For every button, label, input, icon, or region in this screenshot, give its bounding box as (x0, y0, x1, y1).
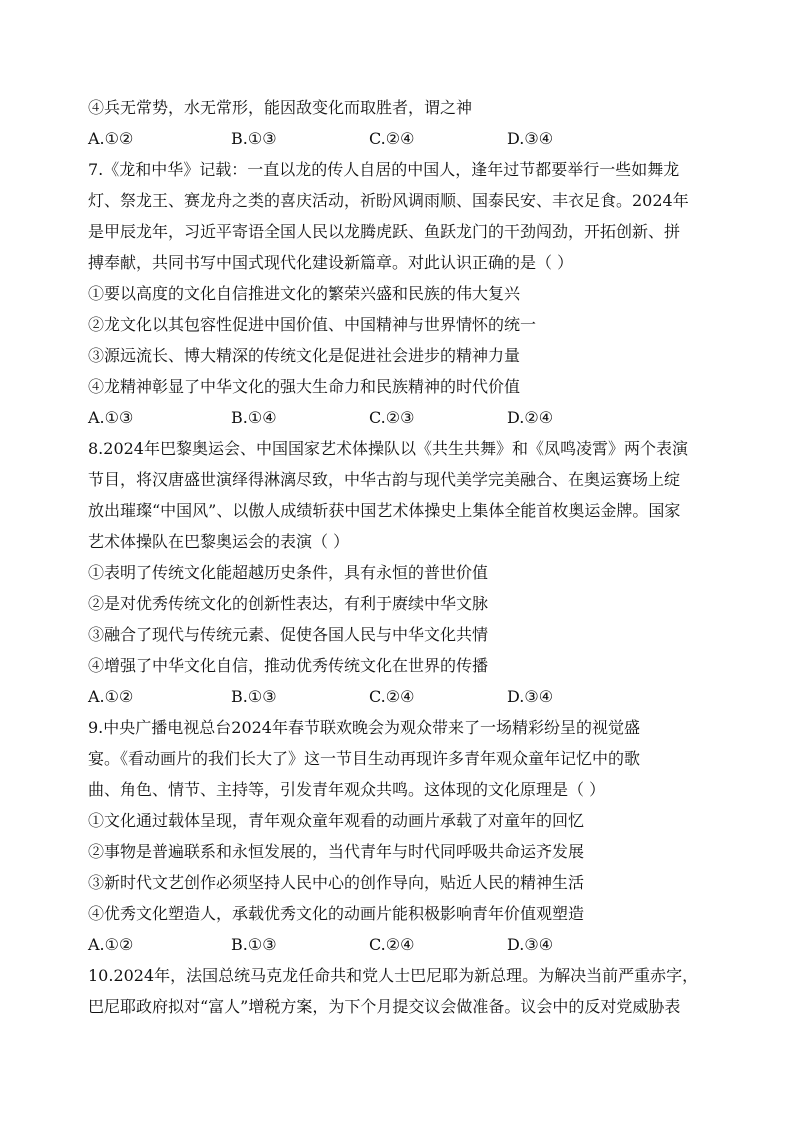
question-10 (88, 960, 700, 1022)
option-c[interactable]: C.②④ (369, 687, 415, 706)
question-stem: 是甲辰龙年，习近平寄语全国人民以龙腾虎跃、鱼跃龙门的干劲闯劲，开拓创新、拼 (88, 222, 681, 241)
statement-item: ①文化通过载体呈现，青年观众童年观看的动画片承载了对童年的回忆 (88, 811, 585, 830)
option-c[interactable]: C.②④ (369, 935, 415, 954)
question-stem: 搏奉献，共同书写中国式现代化建设新篇章。对此认识正确的是（ ） (88, 253, 574, 272)
question-stem: 灯、祭龙王、赛龙舟之类的喜庆活动，祈盼风调雨顺、国泰民安、丰衣足食。2024年 (88, 191, 689, 210)
question-6 (88, 92, 700, 154)
question-stem: 9.中央广播电视总台2024年春节联欢晚会为观众带来了一场精彩纷呈的视觉盛 (88, 718, 640, 737)
option-b[interactable]: B.①③ (231, 935, 277, 954)
statement-item: ④兵无常势，水无常形，能因敌变化而取胜者，谓之神 (88, 98, 473, 117)
question-stem: 放出璀璨“中国风”、以傲人成绩斩获中国艺术体操史上集体全能首枚奥运金牌。国家 (88, 501, 681, 520)
statement-item: ③新时代文艺创作必须坚持人民中心的创作导向，贴近人民的精神生活 (88, 873, 585, 892)
question-stem: 节目，将汉唐盛世演绎得淋漓尽致，中华古韵与现代美学完美融合、在奥运赛场上绽 (88, 470, 681, 489)
question-stem: 8.2024年巴黎奥运会、中国国家艺术体操队以《共生共舞》和《凤鸣凌霄》两个表演 (88, 439, 688, 458)
option-b[interactable]: B.①④ (231, 408, 277, 427)
statement-item: ③源远流长、博大精深的传统文化是促进社会进步的精神力量 (88, 346, 521, 365)
statement-item: ②龙文化以其包容性促进中国价值、中国精神与世界情怀的统一 (88, 315, 537, 334)
statement-item: ③融合了现代与传统元素、促使各国人民与中华文化共情 (88, 625, 489, 644)
option-c[interactable]: C.②③ (369, 408, 415, 427)
answer-options (88, 929, 700, 960)
exam-page (88, 92, 700, 1022)
answer-options (88, 402, 700, 433)
statement-item: ①要以高度的文化自信推进文化的繁荣兴盛和民族的伟大复兴 (88, 284, 521, 303)
option-d[interactable]: D.③④ (507, 129, 554, 148)
option-c[interactable]: C.②④ (369, 129, 415, 148)
option-d[interactable]: D.③④ (507, 687, 554, 706)
question-stem: 艺术体操队在巴黎奥运会的表演（ ） (88, 532, 350, 551)
option-b[interactable]: B.①③ (231, 687, 277, 706)
question-stem: 巴尼耶政府拟对“富人”增税方案，为下个月提交议会做准备。议会中的反对党威胁表 (88, 997, 681, 1016)
option-a[interactable]: A.①② (88, 129, 134, 148)
option-a[interactable]: A.①② (88, 935, 134, 954)
question-stem: 曲、角色、情节、主持等，引发青年观众共鸣。这体现的文化原理是（ ） (88, 780, 606, 799)
statement-item: ④优秀文化塑造人，承载优秀文化的动画片能积极影响青年价值观塑造 (88, 904, 585, 923)
statement-item: ④龙精神彰显了中华文化的强大生命力和民族精神的时代价值 (88, 377, 521, 396)
answer-options (88, 123, 700, 154)
statement-item: ④增强了中华文化自信，推动优秀传统文化在世界的传播 (88, 656, 489, 675)
question-stem: 7.《龙和中华》记载：一直以龙的传人自居的中国人，逢年过节都要举行一些如舞龙 (88, 160, 680, 179)
question-stem: 宴。《看动画片的我们长大了》这一节目生动再现许多青年观众童年记忆中的歌 (88, 749, 641, 768)
question-8 (88, 433, 700, 712)
option-b[interactable]: B.①③ (231, 129, 277, 148)
question-9 (88, 712, 700, 960)
statement-item: ②事物是普遍联系和永恒发展的，当代青年与时代同呼吸共命运齐发展 (88, 842, 585, 861)
option-d[interactable]: D.③④ (507, 935, 554, 954)
option-d[interactable]: D.②④ (507, 408, 554, 427)
question-7 (88, 154, 700, 433)
question-stem: 10.2024年，法国总统马克龙任命共和党人士巴尼耶为新总理。为解决当前严重赤字， (88, 966, 699, 985)
statement-item: ②是对优秀传统文化的创新性表达，有利于赓续中华文脉 (88, 594, 489, 613)
statement-item: ①表明了传统文化能超越历史条件，具有永恒的普世价值 (88, 563, 489, 582)
option-a[interactable]: A.①③ (88, 408, 134, 427)
answer-options (88, 681, 700, 712)
option-a[interactable]: A.①② (88, 687, 134, 706)
